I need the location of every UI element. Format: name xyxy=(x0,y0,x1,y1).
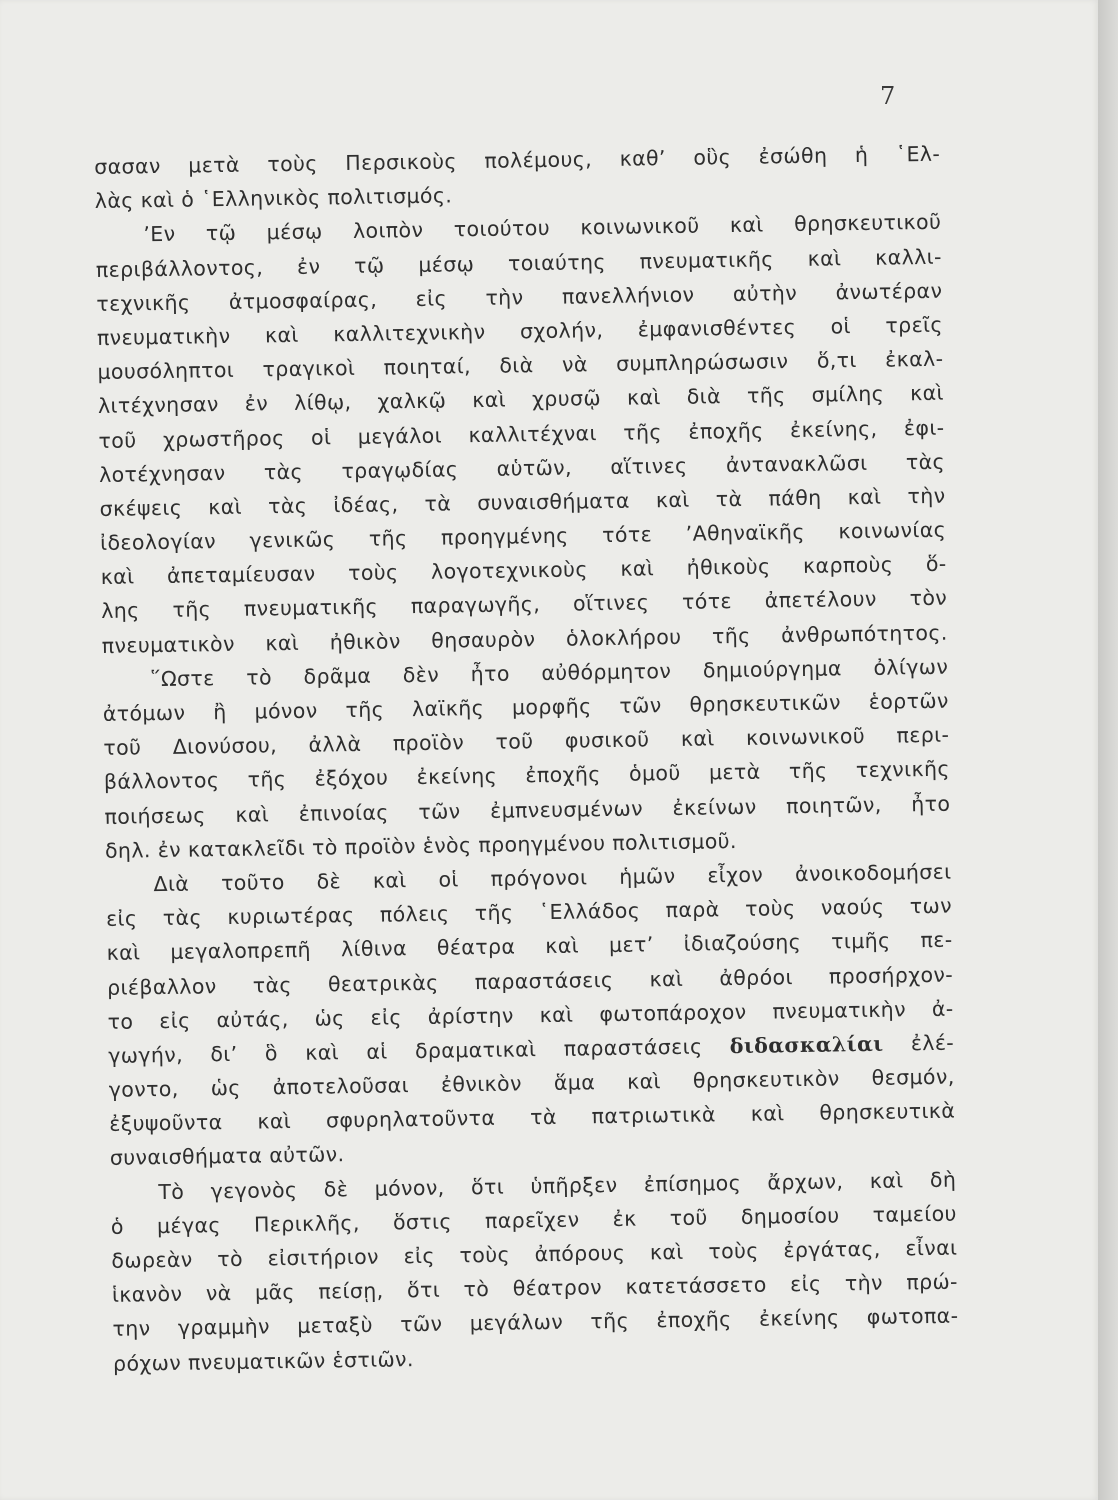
text-line: σασαν μετὰ τοὺς Περσικοὺς πολέμους, καθ’ οὓς ἐσώθη ἡ ῾Ελ- xyxy=(94,141,941,179)
text-line: καὶ μεγαλοπρεπῆ λίθινα θέατρα καὶ μετ’ ἰδιαζούσης τιμῆς πε- xyxy=(106,927,953,966)
text-line: περιβάλλοντος, ἐν τῷ μέσῳ τοιαύτης πνευματικῆς καὶ καλλι- xyxy=(95,244,942,282)
text-line: ἀτόμων ἢ μόνον τῆς λαϊκῆς μορφῆς τῶν θρησκευτικῶν ἑορτῶν xyxy=(102,688,949,726)
text-line: λης τῆς πνευματικῆς παραγωγῆς, οἵτινες τότε ἀπετέλουν τὸν xyxy=(101,586,948,624)
text-line: εἰς τὰς κυριωτέρας πόλεις τῆς ῾Ελλάδος παρὰ τοὺς ναούς των xyxy=(105,893,953,932)
text-line: λὰς καὶ ὁ ῾Ελληνικὸς πολιτισμός. xyxy=(94,183,453,214)
page-number: 7 xyxy=(880,82,896,110)
text-line: ρόχων πνευματικῶν ἑστιῶν. xyxy=(112,1346,415,1376)
text-line: τοῦ χρωστῆρος οἱ μεγάλοι καλλιτέχναι τῆς ἐποχῆς ἐκείνης, ἐφι- xyxy=(98,415,945,453)
emphasized-term: διδασκαλίαι xyxy=(729,1031,884,1058)
text-line: τοῦ Διονύσου, ἀλλὰ προϊὸν τοῦ φυσικοῦ καὶ κοινωνικοῦ περι- xyxy=(103,722,950,761)
text-line: λοτέχνησαν τὰς τραγῳδίας αὑτῶν, αἵτινες ἀντανακλῶσι τὰς xyxy=(98,449,946,487)
text-line: μουσόληπτοι τραγικοὶ ποιηταί, διὰ νὰ συμπληρώσωσιν ὅ,τι ἐκαλ- xyxy=(97,346,944,385)
text-line: την γραμμὴν μεταξὺ τῶν μεγάλων τῆς ἐποχῆς ἐκείνης φωτοπα- xyxy=(112,1303,959,1342)
text-line: Τὸ γεγονὸς δὲ μόνον, ὅτι ὑπῆρξεν ἐπίσημος ἄρχων, καὶ δὴ xyxy=(158,1167,957,1204)
text-line: ἰδεολογίαν γενικῶς τῆς προηγμένης τότε ’Αθηναϊκῆς κοινωνίας xyxy=(99,517,947,556)
text-line: ριέβαλλον τὰς θεατρικὰς παραστάσεις καὶ ἀθρόοι προσήρχον- xyxy=(106,962,954,1000)
text-line: ὁ μέγας Περικλῆς, ὅστις παρεῖχεν ἐκ τοῦ δημοσίου ταμείου xyxy=(110,1201,957,1239)
text-line: βάλλοντος τῆς ἐξόχου ἐκείνης ἐποχῆς ὁμοῦ μετὰ τῆς τεχνικῆς xyxy=(103,757,951,795)
text-line: λιτέχνησαν ἐν λίθῳ, χαλκῷ καὶ χρυσῷ καὶ διὰ τῆς σμίλης καὶ xyxy=(97,380,945,419)
text-segment: ἐλέ- xyxy=(910,1030,955,1056)
body-text xyxy=(94,137,959,1381)
text-line: σκέψεις καὶ τὰς ἰδέας, τὰ συναισθήματα καὶ τὰ πάθη καὶ τὴν xyxy=(99,483,946,521)
text-line: το εἰς αὐτάς, ὡς εἰς ἀρίστην καὶ φωτοπάροχον πνευματικὴν ἀ- xyxy=(107,996,954,1034)
text-line: συναισθήματα αὐτῶν. xyxy=(109,1142,345,1171)
text-line: ἱκανὸν νὰ μᾶς πείσῃ, ὅτι τὸ θέατρον κατετάσσετο εἰς τὴν πρώ- xyxy=(111,1269,959,1308)
text-line: τεχνικῆς ἀτμοσφαίρας, εἰς τὴν πανελλήνιον αὐτὴν ἀνωτέραν xyxy=(96,278,943,316)
text-line: δωρεὰν τὸ εἰσιτήριον εἰς τοὺς ἀπόρους καὶ τοὺς ἐργάτας, εἶναι xyxy=(111,1235,958,1273)
text-line: ἐξυψοῦντα καὶ σφυρηλατοῦντα τὰ πατριωτικὰ καὶ θρησκευτικὰ xyxy=(109,1098,956,1137)
text-segment: γωγήν, δι’ ὃ καὶ αἱ δραματικαὶ παραστάσεις xyxy=(108,1034,703,1068)
text-line: Διὰ τοῦτο δὲ καὶ οἱ πρόγονοι ἡμῶν εἶχον ἀνοικοδομήσει xyxy=(153,859,952,897)
text-line: δηλ. ἐν κατακλεῖδι τὸ προϊὸν ἑνὸς προηγμένου πολιτισμοῦ. xyxy=(104,828,738,863)
text-line: γοντο, ὡς ἀποτελοῦσαι ἐθνικὸν ἅμα καὶ θρησκευτικὸν θεσμόν, xyxy=(108,1064,955,1102)
text-line: πνευματικὴν καὶ καλλιτεχνικὴν σχολήν, ἐμφανισθέντες οἱ τρεῖς xyxy=(96,312,944,350)
text-line: ’Εν τῷ μέσῳ λοιπὸν τοιούτου κοινωνικοῦ καὶ θρησκευτικοῦ xyxy=(143,210,942,247)
text-line: ῞Ωστε τὸ δρᾶμα δὲν ἦτο αὐθόρμητον δημιούργημα ὀλίγων xyxy=(150,654,949,691)
text-line: πνευματικὸν καὶ ἠθικὸν θησαυρὸν ὁλοκλήρου τῆς ἀνθρωπότητος. xyxy=(101,620,948,658)
text-line: ποιήσεως καὶ ἐπινοίας τῶν ἐμπνευσμένων ἐκείνων ποιητῶν, ἦτο xyxy=(104,791,951,829)
text-line: καὶ ἀπεταμίευσαν τοὺς λογοτεχνικοὺς καὶ ἠθικοὺς καρποὺς ὅ- xyxy=(100,551,947,590)
page-edge xyxy=(1098,0,1118,1500)
